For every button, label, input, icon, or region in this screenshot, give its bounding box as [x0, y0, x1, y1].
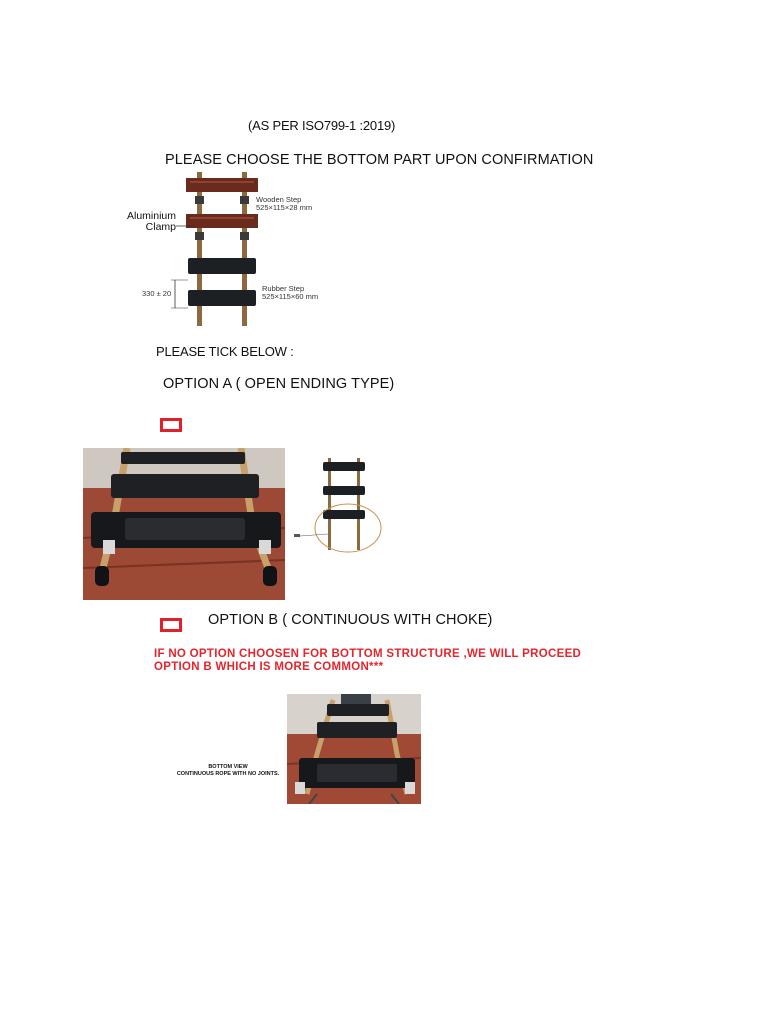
photo-a-step-3-inner — [125, 518, 245, 540]
page-heading: PLEASE CHOOSE THE BOTTOM PART UPON CONFIRMATION — [165, 152, 594, 168]
wooden-step-2 — [186, 214, 258, 228]
wooden-step-1 — [186, 178, 258, 192]
illus-a-rope-right — [357, 458, 360, 550]
photo-b-choke-right — [405, 782, 415, 794]
photo-b-step-1 — [327, 704, 389, 716]
illus-a-pointer-mark — [294, 534, 300, 537]
photo-a-end-right — [263, 566, 277, 586]
rubber-step-label — [262, 285, 318, 301]
wooden-step-2-grain — [190, 217, 254, 219]
wooden-step-1-grain — [190, 181, 254, 183]
wooden-step-dims: 525×115×28 mm — [256, 203, 313, 212]
tick-instruction: PLEASE TICK BELOW : — [156, 344, 294, 359]
clamp-label-line-2: Clamp — [145, 221, 176, 233]
photo-a-clamp-left — [103, 540, 115, 554]
photo-a-clamp-right — [259, 540, 271, 554]
photo-b-step-2 — [317, 722, 397, 738]
warning-line-2: OPTION B WHICH IS MORE COMMON*** — [154, 661, 384, 673]
wooden-step-label — [256, 196, 312, 212]
option-a-illustration — [290, 454, 390, 554]
illus-a-step-1 — [323, 462, 365, 471]
ladder-diagram-svg — [118, 170, 378, 330]
illus-a-step-3 — [323, 510, 365, 519]
photo-a-step-1 — [121, 452, 245, 464]
option-b-photo — [287, 694, 421, 804]
clamp-label — [120, 211, 176, 233]
option-a-illustration-svg — [290, 454, 390, 554]
illus-a-rope-left — [328, 458, 331, 550]
option-b-photo-svg — [287, 694, 421, 804]
option-a-photo-svg — [83, 448, 285, 600]
rubber-step-2 — [188, 290, 256, 306]
option-a-photo — [83, 448, 285, 600]
spacing-label: 330 ± 20 — [142, 289, 172, 298]
warning-notice — [154, 648, 581, 674]
rubber-step-dims: 525×115×60 mm — [262, 292, 319, 301]
clamp-label-line-1: Aluminium — [126, 210, 176, 222]
rubber-step-1 — [188, 258, 256, 274]
wooden-step-name: Wooden Step — [256, 195, 302, 204]
bottom-view-line-1: BOTTOM VIEW — [208, 764, 248, 770]
rubber-step-name: Rubber Step — [262, 284, 305, 293]
standard-note: (AS PER ISO799-1 :2019) — [248, 118, 396, 133]
option-a-checkbox[interactable] — [160, 418, 182, 432]
option-b-label: OPTION B ( CONTINUOUS WITH CHOKE) — [208, 612, 493, 628]
illus-a-step-2 — [323, 486, 365, 495]
bottom-view-caption — [168, 764, 288, 778]
warning-line-1: IF NO OPTION CHOOSEN FOR BOTTOM STRUCTURE ,WE WILL PROCEED — [154, 648, 582, 660]
clamp-4 — [240, 232, 249, 240]
photo-b-step-3-inner — [317, 764, 397, 782]
photo-b-choke-left — [295, 782, 305, 794]
ladder-diagram — [118, 170, 378, 330]
clamp-3 — [195, 232, 204, 240]
option-b-checkbox[interactable] — [160, 618, 182, 632]
photo-a-step-2 — [111, 474, 259, 498]
photo-a-end-left — [95, 566, 109, 586]
option-a-label: OPTION A ( OPEN ENDING TYPE) — [163, 376, 395, 392]
clamp-1 — [195, 196, 204, 204]
illus-a-pointer — [300, 534, 328, 536]
bottom-view-line-2: CONTINUOUS ROPE WITH NO JOINTS. — [176, 771, 280, 777]
clamp-2 — [240, 196, 249, 204]
